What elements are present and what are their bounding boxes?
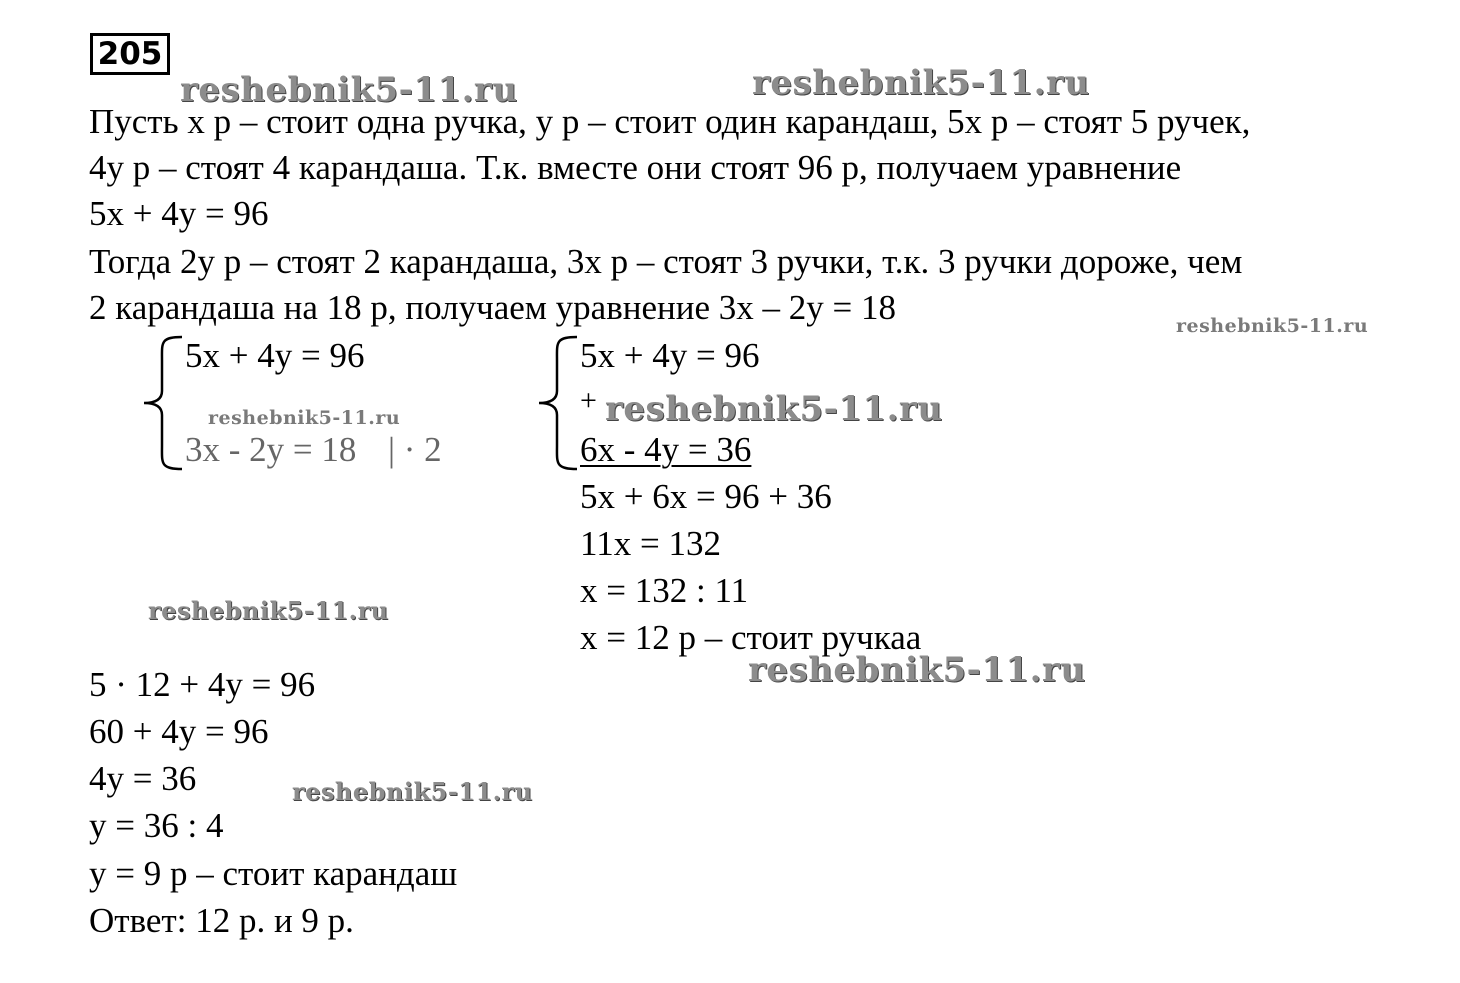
intro-line: 2 карандаша на 18 р, получаем уравнение 3х – 2у = 18	[89, 288, 896, 327]
system-right-eq2: 6х - 4у = 36	[580, 430, 752, 469]
intro-line: 4у р – стоят 4 карандаша. Т.к. вместе они стоят 96 р, получаем уравнение	[89, 148, 1182, 187]
watermark: reshebnik5-11.ru	[208, 407, 401, 429]
system-left-eq2: 3х - 2у = 18	[185, 430, 357, 469]
system-left-multiplier: | · 2	[388, 430, 442, 469]
problem-number: 205	[90, 33, 170, 75]
plus-sign: +	[580, 384, 597, 417]
watermark: reshebnik5-11.ru	[605, 389, 943, 429]
solution-line: у = 9 р – стоит карандаш	[89, 854, 458, 893]
intro-equation: 5х + 4у = 96	[89, 194, 269, 233]
left-brace-icon	[138, 333, 188, 473]
solution-line: у = 36 : 4	[89, 806, 224, 845]
step-line: х = 132 : 11	[580, 571, 749, 610]
step-line: 5х + 6х = 96 + 36	[580, 477, 832, 516]
right-brace-icon	[533, 333, 583, 473]
watermark: reshebnik5-11.ru	[292, 777, 533, 806]
watermark: reshebnik5-11.ru	[1176, 315, 1369, 337]
step-line: х = 12 р – стоит ручкаа	[580, 618, 922, 657]
system-right-eq1: 5х + 4у = 96	[580, 336, 760, 375]
watermark: reshebnik5-11.ru	[148, 596, 389, 625]
solution-line: 4у = 36	[89, 759, 197, 798]
system-left-eq1: 5х + 4у = 96	[185, 336, 365, 375]
solution-line: 5 · 12 + 4у = 96	[89, 665, 316, 704]
solution-line: 60 + 4у = 96	[89, 712, 269, 751]
intro-line: Пусть х р – стоит одна ручка, у р – стоит один карандаш, 5х р – стоят 5 ручек,	[89, 102, 1251, 141]
watermark: reshebnik5-11.ru	[748, 650, 1086, 690]
step-line: 11х = 132	[580, 524, 721, 563]
watermark: reshebnik5-11.ru	[180, 70, 518, 110]
answer-line: Ответ: 12 р. и 9 р.	[89, 901, 354, 940]
watermark: reshebnik5-11.ru	[752, 63, 1090, 103]
intro-line: Тогда 2у р – стоят 2 карандаша, 3х р – стоят 3 ручки, т.к. 3 ручки дороже, чем	[89, 242, 1243, 281]
